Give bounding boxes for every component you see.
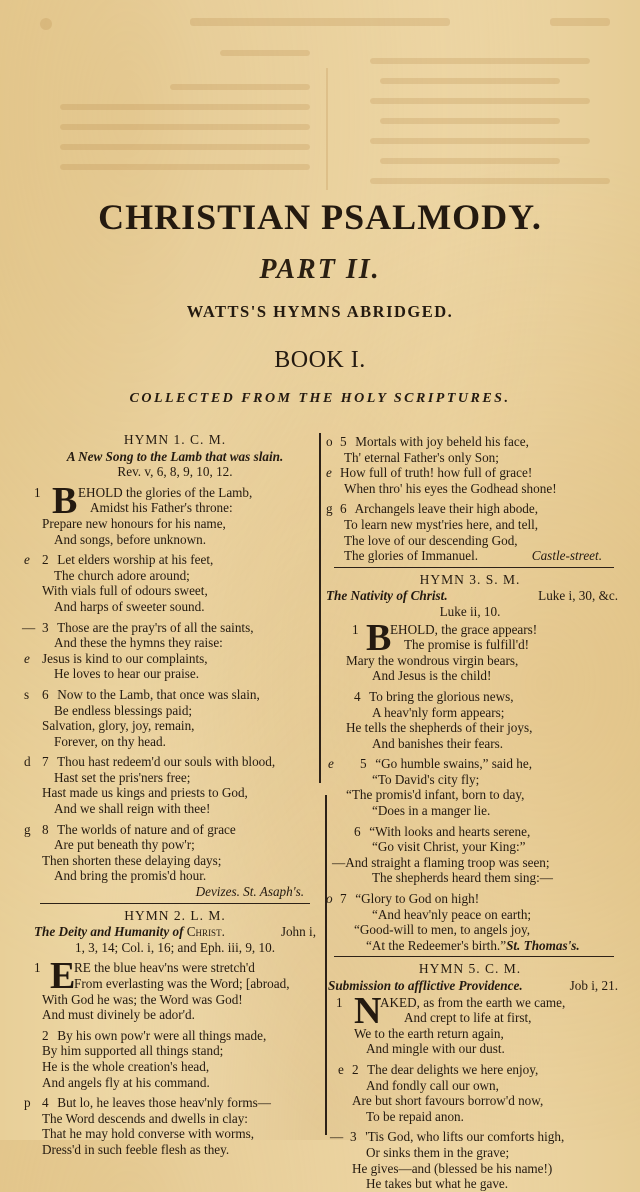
hymn-reference-inline: John i, (280, 924, 316, 940)
subtitle: WATTS'S HYMNS ABRIDGED. (186, 302, 454, 321)
verse-line: Jesus is kind to our complaints, (42, 650, 208, 666)
tune-names: St. Thomas's. (506, 937, 580, 953)
verse-line: And mingle with our dust. (366, 1041, 505, 1057)
verse-line: The worlds of nature and of grace (57, 821, 236, 837)
verse-number: 8 (42, 821, 49, 837)
verse (34, 479, 316, 547)
verse-line: EHOLD the glories of the Lamb, (78, 484, 253, 500)
verse-number: 5 (340, 434, 347, 449)
verse-line: He is the whole creation's head, (42, 1058, 210, 1074)
hymn-2 (24, 907, 316, 1158)
dynamic-mark: e (338, 1061, 344, 1077)
verse (320, 616, 620, 684)
verse-line: From everlasting was the Word; [abroad, (74, 976, 290, 991)
verse (320, 756, 620, 818)
left-column (22, 432, 316, 1158)
verse-line: A heav'nly form appears; (372, 704, 505, 720)
verse-line: And these the hymns they raise: (54, 635, 223, 651)
verse-line: With vials full of odours sweet, (42, 583, 208, 599)
hymn-5 (320, 961, 620, 1191)
verse-number: 2 (352, 1061, 359, 1077)
verse-line: “To David's city fly; (372, 771, 480, 787)
verse-line: That he may hold converse with worms, (42, 1126, 255, 1142)
verse-line: And crept to life at first, (404, 1010, 532, 1026)
verse-line: The shepherds heard them sing:— (372, 870, 553, 886)
verse-line: AKED, as from the earth we came, (380, 994, 566, 1010)
dynamic-mark: d (24, 754, 31, 770)
hymn-2-continued (320, 434, 620, 564)
verse-number: 4 (42, 1095, 49, 1111)
hymn-reference: Rev. v, 6, 8, 9, 10, 12. (117, 464, 233, 480)
dynamic-mark: e (24, 650, 30, 666)
hymn-heading: HYMN 5. C. M. (418, 961, 522, 977)
verse (320, 1062, 620, 1124)
verse-line: RE the blue heav'ns were stretch'd (74, 960, 255, 976)
right-column (320, 434, 620, 1192)
verse (24, 754, 316, 817)
verse-number: 1 (34, 484, 41, 500)
verse-number: 1 (34, 960, 41, 976)
dynamic-mark: e (24, 552, 30, 568)
verse-number: 3 (42, 619, 49, 635)
section-rule (334, 567, 614, 568)
verse-line: “At the Redeemer's birth.” (366, 937, 507, 953)
verse-line: With God he was; the Word was God! (42, 991, 243, 1007)
verse-line: Amidst his Father's throne: (90, 500, 233, 516)
dynamic-mark: p (24, 1095, 31, 1111)
dynamic-mark: g (24, 821, 31, 837)
verse-number: 7 (42, 754, 49, 770)
verse-line: And bring the promis'd hour. (54, 868, 207, 884)
verse-line: The dear delights we here enjoy, (367, 1061, 539, 1077)
verse-line: To learn new myst'ries here, and tell, (344, 516, 539, 532)
verse-line: Mary the wondrous virgin bears, (346, 652, 519, 668)
verse-line: EHOLD, the grace appears! (390, 621, 538, 637)
dynamic-mark: e (326, 465, 332, 481)
verse-line: He takes but what he gave. (366, 1176, 509, 1192)
verse-line: Prepare new honours for his name, (42, 515, 226, 531)
verse-line: Are put beneath thy pow'r; (54, 837, 195, 853)
verse-line: Forever, on thy head. (54, 733, 166, 749)
verse-line: “Go humble swains,” said he, (375, 756, 533, 772)
verse-line: And harps of sweeter sound. (54, 598, 205, 614)
verse-number: 6 (354, 823, 361, 839)
verse-number: 4 (354, 688, 361, 704)
verse-line: To bring the glorious news, (369, 688, 514, 704)
hymn-reference-inline: Job i, 21. (569, 978, 618, 993)
verse-line: Salvation, glory, joy, remain, (42, 718, 195, 734)
verse-line: The glories of Immanuel. (344, 548, 479, 564)
verse-line: Mortals with joy beheld his face, (355, 434, 529, 449)
hymn-1 (22, 432, 316, 900)
verse-line: He tells the shepherds of their joys, (346, 720, 533, 736)
hymn-subject-caps: Christ. (186, 924, 225, 940)
verse-line: “With looks and hearts serene, (369, 823, 531, 839)
hymn-reference: 1, 3, 14; Col. i, 16; and Eph. iii, 9, 10. (74, 939, 275, 955)
verse (320, 689, 620, 751)
verse-line: He loves to hear our praise. (54, 666, 200, 682)
verse-line: —And straight a flaming troop was seen; (332, 854, 550, 870)
verse-line: Are but short favours borrow'd now, (352, 1093, 544, 1109)
verse-line: Th' eternal Father's only Son; (344, 449, 499, 465)
verse-line: We to the earth return again, (354, 1025, 504, 1041)
verse-line: And Jesus is the child! (372, 668, 492, 684)
verse-line: Hast made us kings and priests to God, (42, 785, 248, 801)
verse-number: 6 (42, 686, 49, 702)
verse-number: 6 (340, 501, 347, 517)
verse (320, 824, 620, 886)
verse-line: “Good-will to men, to angels joy, (354, 922, 531, 938)
verse-line: The church adore around; (54, 567, 190, 583)
drop-cap: N (354, 989, 382, 1032)
dynamic-mark: e (328, 756, 334, 772)
verse-line: And must divinely be ador'd. (42, 1007, 195, 1023)
verse-line: By his own pow'r were all things made, (57, 1027, 267, 1043)
collected-heading: COLLECTED FROM THE HOLY SCRIPTURES. (129, 391, 511, 406)
dynamic-mark: o (326, 891, 333, 907)
verse-line: The promise is fulfill'd! (404, 637, 530, 653)
hymn-heading: HYMN 1. C. M. (123, 432, 227, 447)
verse (320, 989, 620, 1057)
book-title: CHRISTIAN PSALMODY. (98, 197, 542, 237)
part-heading: PART II. (259, 254, 381, 285)
verse-number: 7 (340, 891, 347, 907)
drop-cap: E (50, 955, 76, 998)
verse-line: “And heav'nly peace on earth; (372, 906, 532, 922)
hymn-reference-inline: Luke i, 30, &c. (538, 588, 618, 604)
verse-line: By him supported all things stand; (42, 1043, 224, 1059)
hymn-subject: A New Song to the Lamb that was slain. (66, 448, 284, 464)
verse (24, 1095, 316, 1157)
bleed-through-texture (0, 0, 640, 190)
hymn-heading: HYMN 3. S. M. (419, 571, 521, 587)
verse-line: But lo, he leaves those heav'nly forms— (57, 1095, 271, 1111)
hymn-heading: HYMN 2. L. M. (124, 907, 226, 923)
dynamic-mark: — (22, 619, 36, 635)
hymn-subject: Submission to afflictive Providence. (328, 978, 523, 993)
verse-line: To be repaid anon. (366, 1108, 464, 1124)
verse-line: “Go visit Christ, your King:” (372, 839, 526, 855)
verse-line: And banishes their fears. (372, 735, 504, 751)
verse (34, 955, 316, 1023)
verse-line: Let elders worship at his feet, (57, 552, 214, 568)
drop-cap: B (366, 616, 392, 659)
verse-line: The love of our descending God, (344, 532, 518, 548)
verse-line: Then shorten these delaying days; (42, 852, 222, 868)
verse-line: How full of truth! how full of grace! (340, 465, 533, 481)
verse-number: 3 (350, 1129, 357, 1145)
verse-number: 5 (360, 756, 367, 772)
hymn-subject: The Nativity of Christ. (326, 588, 448, 604)
verse-line: Archangels leave their high abode, (354, 501, 539, 517)
section-rule (40, 903, 310, 904)
verse (24, 552, 316, 614)
verse (22, 619, 316, 682)
section-rule (334, 956, 614, 957)
book-heading: BOOK I. (274, 347, 366, 373)
verse-line: The Word descends and dwells in clay: (42, 1110, 248, 1126)
verse-line: Thou hast redeem'd our souls with blood, (57, 754, 276, 770)
verse-line: And we shall reign with thee! (54, 801, 211, 817)
verse-line: “The promis'd infant, born to day, (346, 787, 525, 803)
verse (24, 821, 316, 884)
tune-names: Devizes. St. Asaph's. (195, 884, 304, 900)
verse-line: Dress'd in such feeble flesh as they. (42, 1141, 230, 1157)
verse-line: “Glory to God on high! (355, 891, 480, 907)
verse (24, 686, 316, 749)
hymn-3 (320, 572, 620, 954)
verse (320, 891, 620, 953)
verse-line: Or sinks them in the grave; (366, 1144, 510, 1160)
verse (34, 1028, 316, 1090)
hymn-reference: Luke ii, 10. (439, 603, 501, 619)
verse-line: Now to the Lamb, that once was slain, (57, 686, 260, 702)
verse-line: Those are the pray'rs of all the saints, (57, 619, 254, 635)
hymn-subject: The Deity and Humanity of (34, 924, 184, 940)
verse (320, 1129, 620, 1191)
dynamic-mark: — (330, 1129, 344, 1145)
verse-line: “Does in a manger lie. (372, 803, 491, 819)
tune-names: Castle-street. (531, 548, 602, 564)
verse-line: Be endless blessings paid; (54, 702, 193, 718)
verse-line: When thro' his eyes the Godhead shone! (344, 480, 557, 496)
drop-cap: B (52, 479, 78, 522)
verse-line: And angels fly at his command. (42, 1074, 210, 1090)
verse-number: 1 (352, 621, 359, 637)
verse-line: 'Tis God, who lifts our comforts high, (365, 1129, 565, 1145)
dynamic-mark: s (24, 686, 30, 702)
verse-line: And songs, before unknown. (54, 531, 207, 547)
verse-line: Hast set the pris'ners free; (54, 769, 191, 785)
verse-number: 1 (336, 994, 343, 1010)
dynamic-mark: o (326, 434, 333, 449)
verse-line: And fondly call our own, (366, 1077, 499, 1093)
verse-line: He gives—and (blessed be his name!) (352, 1160, 553, 1176)
verse (320, 501, 620, 563)
verse-number: 2 (42, 552, 49, 568)
dynamic-mark: g (326, 501, 333, 517)
verse-number: 2 (42, 1027, 49, 1043)
